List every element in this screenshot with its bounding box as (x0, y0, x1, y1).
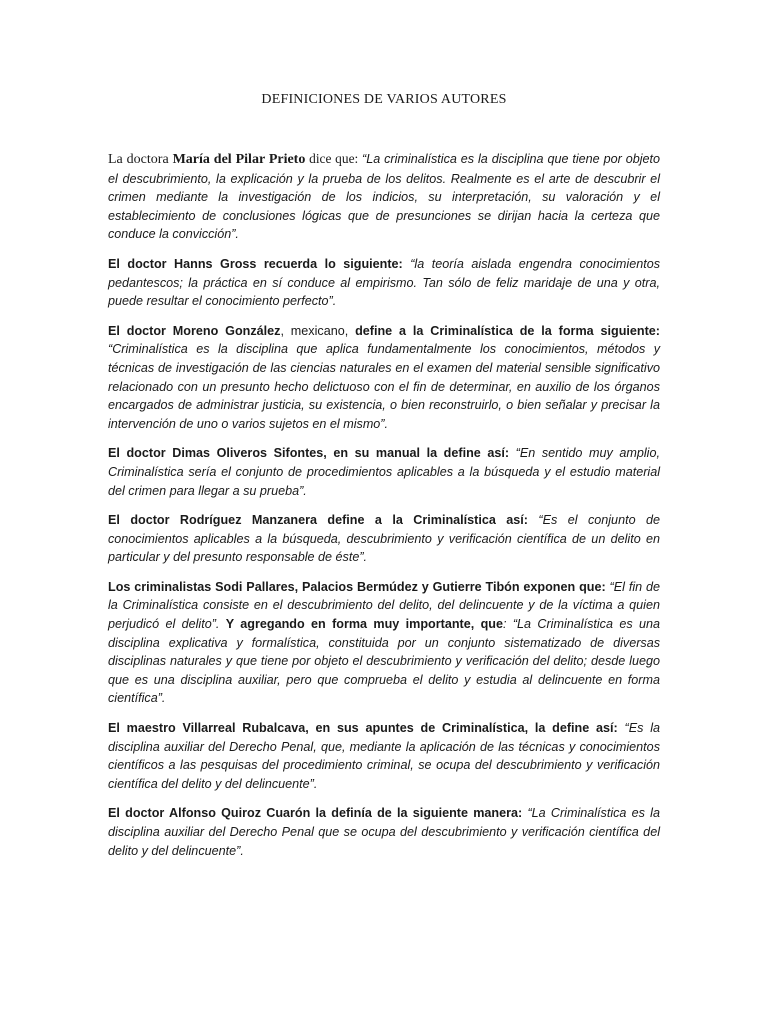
paragraph-rodriguez (108, 511, 660, 567)
author-intro: El maestro Villarreal Rubalcava, en sus apuntes de Criminalística, la define así: (108, 721, 625, 736)
quotation: “Es la disciplina auxiliar del Derecho Penal, que, mediante la aplicación de las técnicas y conocimientos científicos a las pesquisas del procedimiento criminal, se ocupa del descubrimiento y verificación científica del delito y del delincuente”. (108, 721, 660, 791)
quotation: : “La Criminalística es una disciplina explicativa y formalística, constituida por un conjunto sistematizado de diversas disciplinas naturales y que tiene por objeto el descubrimiento y verificación del delito; desde luego que es una disciplina auxiliar, pero que comprueba el delito y estudia al delincuente en forma científica”. (108, 617, 660, 706)
author-intro: Los criminalistas Sodi Pallares, Palacios Bermúdez y Gutierre Tibón exponen que: (108, 579, 610, 594)
quotation: “La Criminalística es la disciplina auxiliar del Derecho Penal que se ocupa del descubrimiento y verificación científica del delito y del delincuente”. (108, 806, 660, 858)
quotation: “Es el conjunto de conocimientos aplicables a la búsqueda, descubrimiento y verificación científica de un delito en particular y del presunto responsable de éste”. (108, 513, 661, 565)
author-name: María del Pilar Prieto (172, 152, 306, 167)
paragraph-villarreal (108, 719, 660, 793)
author-intro: define a la Criminalística de la forma siguiente: (355, 323, 660, 338)
quotation: “En sentido muy amplio, Criminalística sería el conjunto de procedimientos aplicables a la búsqueda y el estudio material del crimen para llegar a su prueba”. (108, 446, 660, 498)
author-intro: El doctor Rodríguez Manzanera define a la Criminalística así: (108, 513, 539, 528)
author-intro: El doctor Dimas Oliveros Sifontes, en su manual la define así: (108, 446, 516, 461)
document-body (108, 150, 660, 871)
quotation: “El fin de la Criminalística consiste en el descubrimiento del delito, del delincuente y de la víctima a quien perjudicó el delito”. (108, 579, 661, 632)
author-name: El doctor Moreno González (108, 323, 281, 338)
author-intro: El doctor Hanns Gross recuerda lo siguiente: (108, 256, 411, 271)
paragraph-gross (108, 255, 660, 311)
intro-text: dice que: (305, 151, 362, 166)
quotation: “Criminalística es la disciplina que aplica fundamentalmente los conocimientos, métodos y técnicas de investigación de las ciencias naturales en el examen del material sensible significativo relacionado con un presunto hecho delictuoso con el fin de determinar, en auxilio de los órganos encargados de administrar justicia, su existencia, o bien reconstruirlo, o bien señalar y precisar la intervención de uno o varios sujetos en el mismo”. (108, 342, 660, 431)
paragraph-moreno (108, 322, 660, 434)
paragraph-sodi (108, 578, 660, 708)
quotation: “la teoría aislada engendra conocimientos pedantescos; la práctica en sí conduce al empirismo. Tan sólo de feliz maridaje de una y otra, puede resultar el conocimiento perfecto”. (108, 256, 661, 309)
paragraph-oliveros (108, 444, 660, 500)
author-intro: El doctor Alfonso Quiroz Cuarón la definía de la siguiente manera: (108, 806, 528, 821)
paragraph-prieto (108, 150, 660, 244)
document-title: DEFINICIONES DE VARIOS AUTORES (261, 92, 507, 107)
paragraph-quiroz (108, 804, 660, 860)
intro-text: La doctora (108, 152, 173, 167)
intro-text: , mexicano, (280, 323, 356, 338)
author-intro: Y agregando en forma muy importante, que (225, 617, 503, 632)
quotation: “La criminalística es la disciplina que tiene por objeto el descubrimiento, la explicación y la prueba de los delitos. Realmente es el arte de descubrir el crimen mediante la investigación de los indicios, su interpretación, su valoración y el establecimiento de conclusiones lógicas que de presunciones se dirijan hacia la certeza que conduce la convicción”. (108, 152, 661, 242)
